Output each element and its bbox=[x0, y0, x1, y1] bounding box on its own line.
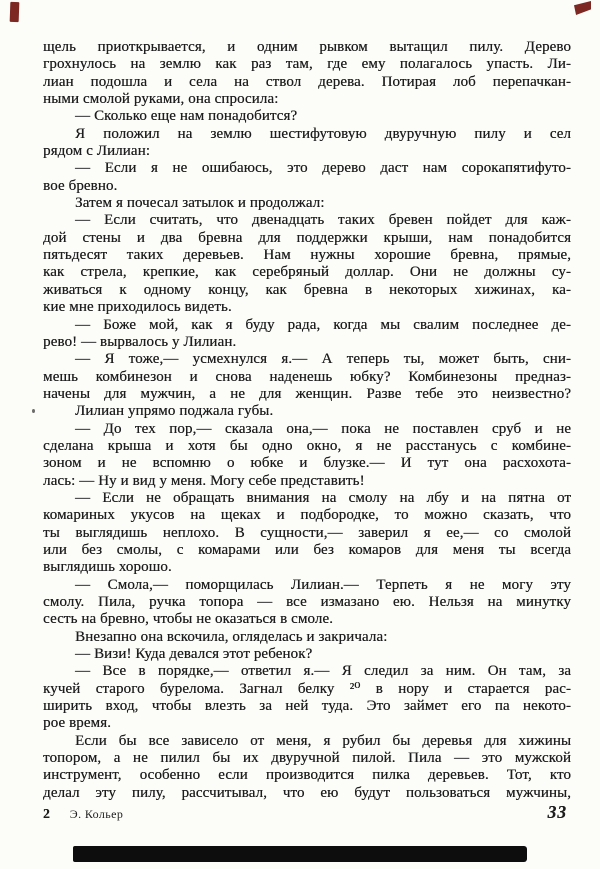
text-line: Затем я почесал затылок и продолжал: bbox=[75, 195, 325, 212]
text-line: — Все в порядке,— ответил я.— Я следил за ним. Он там, за bbox=[75, 663, 571, 680]
text-line: — Я тоже,— усмехнулся я.— А теперь ты, может быть, сни- bbox=[75, 351, 571, 368]
text-line: лиан подошла и села на ствол дерева. Потирая лоб перепачкан- bbox=[43, 73, 571, 90]
text-line: грохнулось на землю как раз там, где ему полагалось упасть. Ли- bbox=[43, 56, 571, 73]
text-line: — До тех пор,— сказала она,— пока не поставлен сруб и не bbox=[75, 420, 571, 437]
text-line: комариных укусов на щеках и подбородке, то можно сказать, что bbox=[43, 507, 571, 524]
text-line: дой стены и два бревна для поддержки крыши, нам понадобится bbox=[43, 229, 571, 246]
text-line: вое бревно. bbox=[43, 177, 118, 194]
text-line: начены для мужчин, а не для женщин. Разве тебе это неизвестно? bbox=[43, 385, 571, 402]
text-line: — Визи! Куда девался этот ребенок? bbox=[75, 646, 313, 663]
text-line: рево! — вырвалось у Лилиан. bbox=[43, 333, 237, 350]
text-line: пятьдесят таких деревьев. Нам нужны хорошие бревна, прямые, bbox=[43, 247, 571, 264]
text-line: — Боже мой, как я буду рада, когда мы свалим последнее де- bbox=[75, 316, 571, 333]
text-line: Лилиан упрямо поджала губы. bbox=[75, 403, 274, 420]
footer-running-author: Э. Кольер bbox=[69, 807, 124, 821]
page-footer bbox=[43, 802, 571, 827]
text-line: — Если считать, что двенадцать таких бревен пойдет для каж- bbox=[75, 212, 571, 229]
text-line: живаться к одному концу, как бревна в некоторых хижинах, ка- bbox=[43, 281, 571, 298]
text-line: ты выглядишь неплохо. В сущности,— заверил я ее,— со смолой bbox=[43, 524, 571, 541]
text-line: как стрела, крепкие, как серебряный доллар. Они не должны су- bbox=[43, 264, 571, 281]
scan-artifact-bottom-bar bbox=[73, 846, 527, 862]
text-line: смолу. Пила, ручка топора — все измазано ею. Нельзя на минутку bbox=[43, 594, 571, 610]
text-line: сесть на бревно, чтобы не оказаться в смоле. bbox=[43, 611, 334, 628]
text-line: кие мне приходилось видеть. bbox=[43, 299, 232, 316]
text-line: Если бы все зависело от меня, я рубил бы деревья для хижины bbox=[75, 732, 571, 749]
text-line: ширить вход, чтобы влезть за ней туда. Это займет его па некото- bbox=[43, 698, 571, 715]
text-line: щель приоткрывается, и одним рывком вытащил пилу. Дерево bbox=[43, 39, 571, 55]
text-line: кучей старого бурелома. Загнал белку ²⁰ в нору и старается рас- bbox=[43, 680, 571, 697]
text-line: рое время. bbox=[43, 715, 111, 732]
text-line: инструмент, особенно если производится пилка деревьев. Тот, кто bbox=[43, 767, 571, 784]
scan-speck bbox=[32, 409, 35, 413]
text-line: делал эту пилу, рассчитывал, что ею будут пользоваться мужчины, bbox=[43, 784, 571, 801]
text-line: — Если я не ошибаюсь, это дерево даст нам сорокапятифуто- bbox=[75, 160, 571, 177]
scan-artifact-top-left bbox=[10, 2, 20, 22]
text-line: ными смолой руками, она спросила: bbox=[43, 91, 279, 108]
text-line: выглядишь хорошо. bbox=[43, 559, 172, 576]
footer-signature-number: 2 bbox=[43, 806, 50, 821]
text-line: — Сколько еще нам понадобится? bbox=[75, 108, 298, 125]
scan-artifact-top-right bbox=[574, 1, 591, 15]
text-line: сделана крыша и хотя бы одно окно, я не расстанусь с комбине- bbox=[43, 437, 571, 454]
text-line: Я положил на землю шестифутовую двуручную пилу и сел bbox=[75, 125, 571, 142]
text-line: Внезапно она вскочила, огляделась и закричала: bbox=[75, 628, 388, 645]
text-line: — Если не обращать внимания на смолу на лбу и на пятна от bbox=[75, 489, 571, 506]
footer-page-number: 33 bbox=[547, 802, 567, 822]
text-line: зоном и не вспомню о юбке и блузке.— И тут она расхохота- bbox=[43, 455, 571, 472]
page-text-block bbox=[43, 39, 571, 802]
text-line: лась: — Ну и вид у меня. Могу себе представить! bbox=[43, 472, 365, 489]
text-line: рядом с Лилиан: bbox=[43, 143, 150, 160]
text-line: мешь комбинезон и снова наденешь юбку? Комбинезоны предназ- bbox=[43, 368, 571, 385]
text-line: — Смола,— поморщилась Лилиан.— Терпеть я не могу эту bbox=[75, 576, 571, 593]
text-line: топором, а не пилил бы их двуручной пилой. Пила — это мужской bbox=[43, 750, 571, 767]
text-line: или без смолы, с комарами или без комаров для меня ты всегда bbox=[43, 541, 571, 558]
